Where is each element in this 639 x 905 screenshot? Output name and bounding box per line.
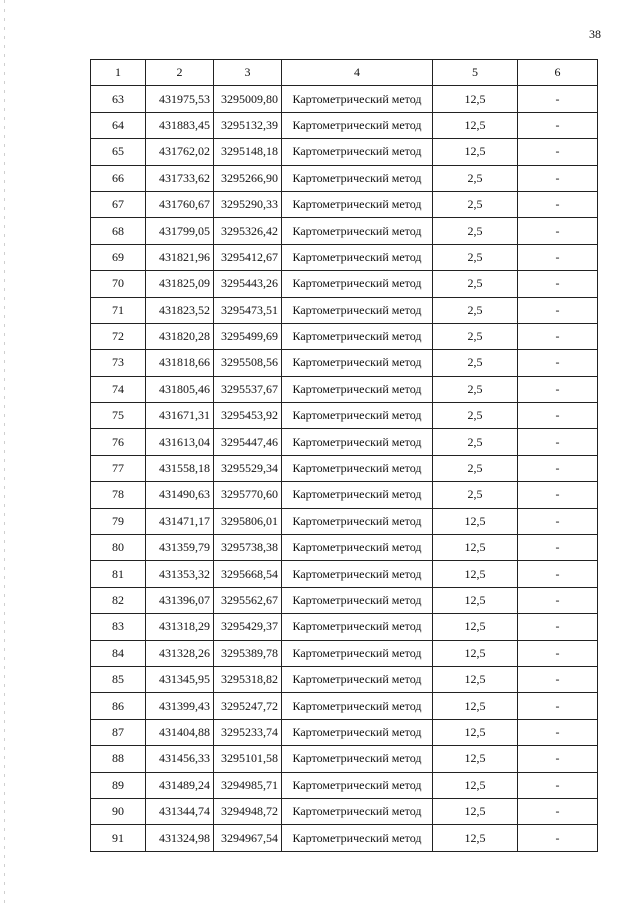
accuracy-cell: 2,5 <box>433 323 518 349</box>
method-cell: Картометрический метод <box>282 535 433 561</box>
method-cell: Картометрический метод <box>282 323 433 349</box>
x-coordinate-cell: 431324,98 <box>146 825 214 851</box>
page-number: 38 <box>589 27 601 41</box>
accuracy-cell: 2,5 <box>433 165 518 191</box>
method-cell: Картометрический метод <box>282 719 433 745</box>
accuracy-cell: 2,5 <box>433 482 518 508</box>
accuracy-cell: 12,5 <box>433 139 518 165</box>
point-number-cell: 68 <box>91 218 146 244</box>
y-coordinate-cell: 3294948,72 <box>214 798 282 824</box>
y-coordinate-cell: 3295412,67 <box>214 244 282 270</box>
method-cell: Картометрический метод <box>282 429 433 455</box>
y-coordinate-cell: 3295443,26 <box>214 271 282 297</box>
method-cell: Картометрический метод <box>282 746 433 772</box>
table-row <box>91 666 598 692</box>
accuracy-cell: 12,5 <box>433 112 518 138</box>
y-coordinate-cell: 3295247,72 <box>214 693 282 719</box>
table-row <box>91 218 598 244</box>
table-row <box>91 376 598 402</box>
note-cell: - <box>518 112 598 138</box>
header-cell-6: 6 <box>518 60 598 86</box>
accuracy-cell: 2,5 <box>433 191 518 217</box>
accuracy-cell: 2,5 <box>433 376 518 402</box>
x-coordinate-cell: 431318,29 <box>146 614 214 640</box>
accuracy-cell: 2,5 <box>433 271 518 297</box>
note-cell: - <box>518 139 598 165</box>
point-number-cell: 81 <box>91 561 146 587</box>
table-body <box>91 60 598 852</box>
x-coordinate-cell: 431671,31 <box>146 403 214 429</box>
note-cell: - <box>518 719 598 745</box>
header-cell-5: 5 <box>433 60 518 86</box>
point-number-cell: 91 <box>91 825 146 851</box>
table-row <box>91 640 598 666</box>
point-number-cell: 67 <box>91 191 146 217</box>
y-coordinate-cell: 3295453,92 <box>214 403 282 429</box>
point-number-cell: 65 <box>91 139 146 165</box>
note-cell: - <box>518 376 598 402</box>
method-cell: Картометрический метод <box>282 165 433 191</box>
table-row <box>91 191 598 217</box>
x-coordinate-cell: 431359,79 <box>146 535 214 561</box>
accuracy-cell: 2,5 <box>433 350 518 376</box>
point-number-cell: 73 <box>91 350 146 376</box>
point-number-cell: 74 <box>91 376 146 402</box>
y-coordinate-cell: 3295266,90 <box>214 165 282 191</box>
note-cell: - <box>518 587 598 613</box>
note-cell: - <box>518 297 598 323</box>
y-coordinate-cell: 3295537,67 <box>214 376 282 402</box>
table-row <box>91 139 598 165</box>
accuracy-cell: 12,5 <box>433 825 518 851</box>
table-row <box>91 350 598 376</box>
x-coordinate-cell: 431975,53 <box>146 86 214 112</box>
note-cell: - <box>518 693 598 719</box>
point-number-cell: 82 <box>91 587 146 613</box>
x-coordinate-cell: 431823,52 <box>146 297 214 323</box>
header-cell-4: 4 <box>282 60 433 86</box>
note-cell: - <box>518 798 598 824</box>
table-row <box>91 798 598 824</box>
point-number-cell: 89 <box>91 772 146 798</box>
y-coordinate-cell: 3295529,34 <box>214 455 282 481</box>
accuracy-cell: 2,5 <box>433 297 518 323</box>
note-cell: - <box>518 614 598 640</box>
note-cell: - <box>518 244 598 270</box>
point-number-cell: 83 <box>91 614 146 640</box>
table-row <box>91 403 598 429</box>
accuracy-cell: 12,5 <box>433 772 518 798</box>
note-cell: - <box>518 746 598 772</box>
table-row <box>91 271 598 297</box>
note-cell: - <box>518 323 598 349</box>
y-coordinate-cell: 3295429,37 <box>214 614 282 640</box>
y-coordinate-cell: 3295389,78 <box>214 640 282 666</box>
x-coordinate-cell: 431399,43 <box>146 693 214 719</box>
note-cell: - <box>518 666 598 692</box>
table-row <box>91 455 598 481</box>
accuracy-cell: 12,5 <box>433 746 518 772</box>
table-row <box>91 323 598 349</box>
accuracy-cell: 12,5 <box>433 561 518 587</box>
y-coordinate-cell: 3295473,51 <box>214 297 282 323</box>
x-coordinate-cell: 431883,45 <box>146 112 214 138</box>
method-cell: Картометрический метод <box>282 244 433 270</box>
y-coordinate-cell: 3295132,39 <box>214 112 282 138</box>
table-row <box>91 719 598 745</box>
header-cell-3: 3 <box>214 60 282 86</box>
note-cell: - <box>518 455 598 481</box>
method-cell: Картометрический метод <box>282 271 433 297</box>
y-coordinate-cell: 3295447,46 <box>214 429 282 455</box>
method-cell: Картометрический метод <box>282 350 433 376</box>
x-coordinate-cell: 431821,96 <box>146 244 214 270</box>
method-cell: Картометрический метод <box>282 218 433 244</box>
table-row <box>91 746 598 772</box>
note-cell: - <box>518 640 598 666</box>
table-row <box>91 112 598 138</box>
x-coordinate-cell: 431345,95 <box>146 666 214 692</box>
point-number-cell: 78 <box>91 482 146 508</box>
table-row <box>91 165 598 191</box>
y-coordinate-cell: 3295499,69 <box>214 323 282 349</box>
method-cell: Картометрический метод <box>282 561 433 587</box>
x-coordinate-cell: 431353,32 <box>146 561 214 587</box>
scan-edge <box>4 0 5 905</box>
accuracy-cell: 12,5 <box>433 86 518 112</box>
accuracy-cell: 12,5 <box>433 693 518 719</box>
coordinates-table <box>90 59 598 852</box>
point-number-cell: 79 <box>91 508 146 534</box>
x-coordinate-cell: 431344,74 <box>146 798 214 824</box>
y-coordinate-cell: 3295148,18 <box>214 139 282 165</box>
accuracy-cell: 12,5 <box>433 535 518 561</box>
note-cell: - <box>518 535 598 561</box>
x-coordinate-cell: 431404,88 <box>146 719 214 745</box>
x-coordinate-cell: 431762,02 <box>146 139 214 165</box>
table-row <box>91 508 598 534</box>
method-cell: Картометрический метод <box>282 587 433 613</box>
method-cell: Картометрический метод <box>282 482 433 508</box>
table-row <box>91 297 598 323</box>
x-coordinate-cell: 431471,17 <box>146 508 214 534</box>
accuracy-cell: 2,5 <box>433 218 518 244</box>
point-number-cell: 77 <box>91 455 146 481</box>
method-cell: Картометрический метод <box>282 693 433 719</box>
x-coordinate-cell: 431820,28 <box>146 323 214 349</box>
header-cell-2: 2 <box>146 60 214 86</box>
accuracy-cell: 12,5 <box>433 508 518 534</box>
note-cell: - <box>518 772 598 798</box>
y-coordinate-cell: 3295668,54 <box>214 561 282 587</box>
note-cell: - <box>518 350 598 376</box>
method-cell: Картометрический метод <box>282 798 433 824</box>
accuracy-cell: 12,5 <box>433 798 518 824</box>
y-coordinate-cell: 3295806,01 <box>214 508 282 534</box>
note-cell: - <box>518 271 598 297</box>
y-coordinate-cell: 3295770,60 <box>214 482 282 508</box>
note-cell: - <box>518 191 598 217</box>
note-cell: - <box>518 561 598 587</box>
accuracy-cell: 12,5 <box>433 640 518 666</box>
point-number-cell: 88 <box>91 746 146 772</box>
point-number-cell: 69 <box>91 244 146 270</box>
table-row <box>91 693 598 719</box>
table-row <box>91 825 598 851</box>
y-coordinate-cell: 3295101,58 <box>214 746 282 772</box>
note-cell: - <box>518 86 598 112</box>
accuracy-cell: 2,5 <box>433 429 518 455</box>
y-coordinate-cell: 3295009,80 <box>214 86 282 112</box>
x-coordinate-cell: 431489,24 <box>146 772 214 798</box>
header-cell-1: 1 <box>91 60 146 86</box>
point-number-cell: 86 <box>91 693 146 719</box>
point-number-cell: 84 <box>91 640 146 666</box>
point-number-cell: 90 <box>91 798 146 824</box>
accuracy-cell: 2,5 <box>433 455 518 481</box>
y-coordinate-cell: 3295738,38 <box>214 535 282 561</box>
x-coordinate-cell: 431613,04 <box>146 429 214 455</box>
point-number-cell: 85 <box>91 666 146 692</box>
x-coordinate-cell: 431733,62 <box>146 165 214 191</box>
x-coordinate-cell: 431818,66 <box>146 350 214 376</box>
table-row <box>91 614 598 640</box>
x-coordinate-cell: 431825,09 <box>146 271 214 297</box>
table-row <box>91 535 598 561</box>
method-cell: Картометрический метод <box>282 455 433 481</box>
x-coordinate-cell: 431456,33 <box>146 746 214 772</box>
y-coordinate-cell: 3295318,82 <box>214 666 282 692</box>
point-number-cell: 64 <box>91 112 146 138</box>
y-coordinate-cell: 3295233,74 <box>214 719 282 745</box>
note-cell: - <box>518 482 598 508</box>
table-row <box>91 86 598 112</box>
y-coordinate-cell: 3295562,67 <box>214 587 282 613</box>
point-number-cell: 72 <box>91 323 146 349</box>
point-number-cell: 80 <box>91 535 146 561</box>
table-row <box>91 772 598 798</box>
table-header-row <box>91 60 598 86</box>
accuracy-cell: 12,5 <box>433 587 518 613</box>
point-number-cell: 63 <box>91 86 146 112</box>
y-coordinate-cell: 3295326,42 <box>214 218 282 244</box>
method-cell: Картометрический метод <box>282 403 433 429</box>
table-row <box>91 482 598 508</box>
method-cell: Картометрический метод <box>282 112 433 138</box>
y-coordinate-cell: 3295290,33 <box>214 191 282 217</box>
note-cell: - <box>518 825 598 851</box>
accuracy-cell: 2,5 <box>433 403 518 429</box>
x-coordinate-cell: 431558,18 <box>146 455 214 481</box>
table-row <box>91 587 598 613</box>
x-coordinate-cell: 431490,63 <box>146 482 214 508</box>
accuracy-cell: 2,5 <box>433 244 518 270</box>
note-cell: - <box>518 429 598 455</box>
accuracy-cell: 12,5 <box>433 666 518 692</box>
accuracy-cell: 12,5 <box>433 614 518 640</box>
method-cell: Картометрический метод <box>282 191 433 217</box>
note-cell: - <box>518 403 598 429</box>
method-cell: Картометрический метод <box>282 825 433 851</box>
note-cell: - <box>518 508 598 534</box>
method-cell: Картометрический метод <box>282 508 433 534</box>
x-coordinate-cell: 431760,67 <box>146 191 214 217</box>
point-number-cell: 87 <box>91 719 146 745</box>
y-coordinate-cell: 3294985,71 <box>214 772 282 798</box>
point-number-cell: 66 <box>91 165 146 191</box>
y-coordinate-cell: 3294967,54 <box>214 825 282 851</box>
method-cell: Картометрический метод <box>282 640 433 666</box>
x-coordinate-cell: 431396,07 <box>146 587 214 613</box>
method-cell: Картометрический метод <box>282 297 433 323</box>
x-coordinate-cell: 431328,26 <box>146 640 214 666</box>
x-coordinate-cell: 431799,05 <box>146 218 214 244</box>
point-number-cell: 75 <box>91 403 146 429</box>
method-cell: Картометрический метод <box>282 376 433 402</box>
method-cell: Картометрический метод <box>282 666 433 692</box>
note-cell: - <box>518 165 598 191</box>
point-number-cell: 76 <box>91 429 146 455</box>
y-coordinate-cell: 3295508,56 <box>214 350 282 376</box>
point-number-cell: 70 <box>91 271 146 297</box>
point-number-cell: 71 <box>91 297 146 323</box>
table-row <box>91 244 598 270</box>
method-cell: Картометрический метод <box>282 139 433 165</box>
method-cell: Картометрический метод <box>282 772 433 798</box>
method-cell: Картометрический метод <box>282 86 433 112</box>
table-row <box>91 561 598 587</box>
x-coordinate-cell: 431805,46 <box>146 376 214 402</box>
method-cell: Картометрический метод <box>282 614 433 640</box>
accuracy-cell: 12,5 <box>433 719 518 745</box>
table-row <box>91 429 598 455</box>
note-cell: - <box>518 218 598 244</box>
